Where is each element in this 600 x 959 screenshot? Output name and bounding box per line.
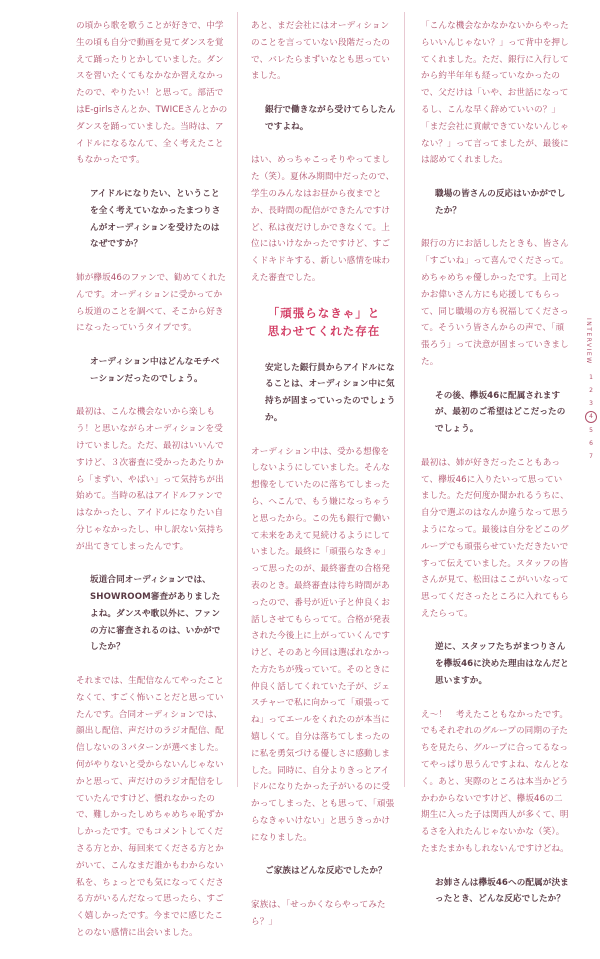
section-label: INTERVIEW xyxy=(585,318,592,365)
page-number: 3 xyxy=(589,400,593,407)
interview-answer: え～！ 考えたこともなかったです。でもそれぞれのグループの同期の子たちを見たら、グループに合ってるなってやっぱり思うんですよね、なんとなく。あと、実際のところは本当かどうかわからないですけど、欅坂46の二期生に入った子は関西人が多くて、明るさを入れたんじゃないかな（笑）。たまたまかもしれないんですけどね。 xyxy=(421,709,569,855)
interview-answer: 家族は、「せっかくならやってみたら？」 xyxy=(251,900,386,927)
interview-question: 逆に、スタッフたちがまつりさんを欅坂46に決めた理由はなんだと思いますか。 xyxy=(435,642,569,687)
page-index xyxy=(585,372,597,464)
interview-answer: あと、まだ会社にはオーディションのことを言っていない段階だったので、バレたらまずいなとも思っていました。 xyxy=(251,21,391,82)
article-column-1 xyxy=(76,18,228,959)
interview-question: ご家族はどんな反応でしたか？ xyxy=(265,866,387,877)
interview-question: 坂道合同オーディションでは、SHOWROOM審査がありましたよね。ダンスや歌以外に、ファンの方に審査されるのは、いかがでしたか？ xyxy=(90,575,221,653)
page-number: 6 xyxy=(589,440,593,447)
page-number: 7 xyxy=(589,453,593,460)
page-number: 1 xyxy=(589,374,593,381)
section-headline: 「頑張らなきゃ」と 思わせてくれた存在 xyxy=(267,305,381,338)
interview-answer: の頃から歌を歌うことが好きで、中学生の頃も自分で動画を見てダンスを覚えて踊ったりとかしていました。ダンスを習いたくてもなかなか習えなかったので、やりたい！と思って。部活ではE-girlsさんとか、TWICEさんとかのダンスを踊っていました。当時は、アイドルになるなんて、全く考えたこともなかったです。 xyxy=(76,21,228,166)
interview-answer: 最初は、こんな機会ないから楽しもう！と思いながらオーディションを受けていました。ただ、最初はいいんですけど、３次審査に受かったあたりから「まずい、やばい」って気持ちが出始めて。当時の私はアイドルファンではなかったし、アイドルになりたい自分じゃなかったし、申し訳ない気持ちが出てきてしまったんです。 xyxy=(76,407,224,552)
interview-answer: 「こんな機会なかなかないからやったらいいんじゃない？」って背中を押してくれました。ただ、銀行に入行してから約半年年も経っていなかったので、父だけは「いや、お世話になってるし、こんな早く辞めていいの？」「まだ会社に貢献できていないんじゃない？」って言ってましたが、最後には認めてくれました。 xyxy=(421,21,569,166)
page-number: 5 xyxy=(589,427,593,434)
column-divider xyxy=(404,12,405,787)
interview-question: その後、欅坂46に配属されますが、最初のご希望はどこだったのでしょう。 xyxy=(435,390,566,435)
interview-answer: 銀行の方にお話ししたときも、皆さん「すごいね」って喜んでくださって。めちゃめちゃ優しかったです。上司とかお偉いさん方にも応援してもらって、同じ職場の方も祝福してくださって。そういう皆さんからの声で、「頑張ろう」って決意が固まっていきました。 xyxy=(421,239,569,367)
interview-question: 銀行で働きながら受けてらしたんですよね。 xyxy=(265,104,396,132)
interview-answer: オーディション中は、受かる想像をしないようにしていました。そんな想像をしていたのに落ちてしまったら、へこんで、もう嫌になっちゃうと思ったから。この先も銀行で働いて未来をあえて見続けるようにしていました。最終に「頑張らなきゃ」って思ったのが、最終審査の合格発表のとき。最終審査は待ち時間があったので、番号が近い子と仲良くお話しさせてもらってて。合格が発表された今後上に上がっていくんですけど、そのあと今回は選ばれなかった方たちが残っていて。そのときに仲良く話してくれていた子が、ジェスチャーで私に向かって「頑張ってね」ってエールをくれたのが本当に嬉しくて。自分は落ちてしまったのに私を勇気づける優しさに感動しました。同時に、自分よりきっとアイドルになりたかった子がいるのに受かってしまった、とも思って、「頑張らなきゃいけない」と思うきっかけになりました。 xyxy=(251,446,395,843)
interview-answer: 最初は、姉が好きだったこともあって、欅坂46に入りたいって思っていました。ただ何度か聞かれるうちに、自分で選ぶのはなんか違うなって思うようになって。最後は自分をどこのグループでも頑張らせていただきたいですって伝えていました。スタッフの皆さんが見て、松田はここがいいなって思ってくださったところに入れてもらえたらって。 xyxy=(421,457,569,619)
column-divider xyxy=(237,12,238,787)
article-column-2 xyxy=(251,18,397,947)
interview-answer: それまでは、生配信なんてやったことなくて、すごく怖いことだと思っていたんです。合同オーディションでは、顔出し配信、声だけのラジオ配信、配信しないの３パターンが選べました。何がやりないと受からないんじゃないかと思って、声だけのラジオ配信をしていたんですけど、慣れなかったので、難しかったしめちゃめちゃ恥ずかしかったです。でもコメントしてくださる方とか、毎回来てくださる方とかがいて、こんなまだ誰かもわからない私を、ちょっとでも気になってくださる方がいるんだなって思ったら、すごく嬉しかったです。今までに感じたことのない感情に出会いました。 xyxy=(76,676,224,939)
page-number: 2 xyxy=(589,387,593,394)
interview-answer: はい、めっちゃこっそりやってました（笑）。夏休み期間中だったので、学生のみんなはお昼から夜までとか、長時間の配信ができたんですけど、私は夜だけしかできなくて。上位にはいけなかったですけど、すごくドキドキする、新しい感情を味わえた審査でした。 xyxy=(251,155,395,283)
interview-question: 職場の皆さんの反応はいかがでしたか？ xyxy=(435,188,566,216)
page-number: 4 xyxy=(585,411,597,423)
article-column-3 xyxy=(421,18,569,925)
interview-question: オーディション中はどんなモチベーションだったのでしょう。 xyxy=(90,356,220,384)
interview-answer: 姉が欅坂46のファンで、勧めてくれたんです。オーディションに受かってから坂道のことを調べて、そこから好きになったっていうタイプです。 xyxy=(76,272,226,334)
interview-question: 安定した銀行員からアイドルになることは、オーディション中に気持ちが固まっていったのでしょうか。 xyxy=(265,362,396,423)
interview-question: お姉さんは欅坂46への配属が決まったとき、どんな反応でしたか？ xyxy=(435,877,569,905)
interview-question: アイドルになりたい、ということを全く考えていなかったまつりさんがオーディションを受けたのはなぜですか？ xyxy=(90,188,221,250)
